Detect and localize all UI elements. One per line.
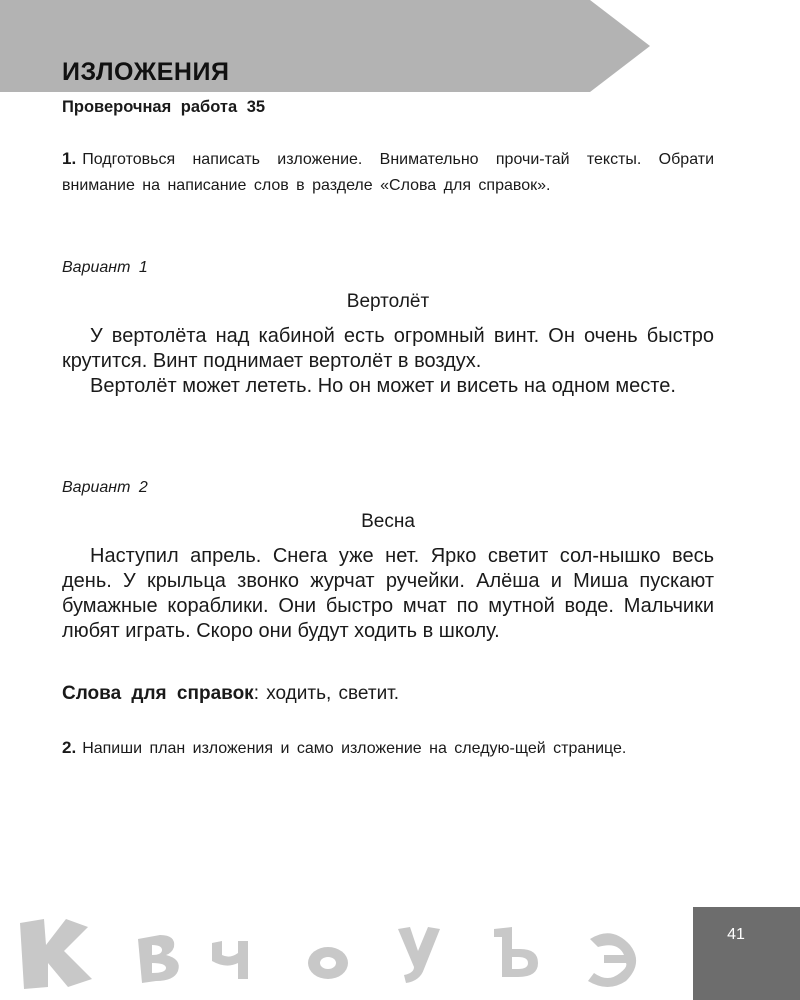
decor-letter-o-icon <box>308 947 348 979</box>
decor-letter-v-icon <box>138 935 179 983</box>
decor-letter-ch-icon <box>212 941 248 979</box>
section-title: ИЗЛОЖЕНИЯ <box>62 58 230 86</box>
story-1-text <box>62 324 714 399</box>
task-1-text: Подготовься написать изложение. Внимательно прочи-тай тексты. Обрати внимание на написание слов в разделе «Слова для справок». <box>62 151 714 194</box>
story-1-paragraph: Вертолёт может лететь. Но он может и висеть на одном месте. <box>90 375 676 397</box>
reference-list: ходить, светит. <box>266 683 400 704</box>
variant-2-label: Вариант 2 <box>62 479 148 496</box>
task-1-number: 1. <box>62 149 77 168</box>
story-2-title: Весна <box>361 511 415 532</box>
story-2-paragraph: Наступил апрель. Снега уже нет. Ярко светит сол-нышко весь день. У крыльца звонко журчат ручейки. Алёша и Миша пускают бумажные кораблики. Они быстро мчат по мутной воде. Мальчики любят играть. Скоро они будут ходить в школу. <box>62 545 714 642</box>
decor-letter-k-icon <box>20 919 92 989</box>
task-2-text: Напиши план изложения и само изложение на следую-щей странице. <box>82 740 627 757</box>
decor-letter-u-icon <box>398 927 440 983</box>
reference-label: Слова для справок <box>62 683 254 704</box>
work-title: Проверочная работа 35 <box>62 98 266 116</box>
task-2 <box>62 735 714 762</box>
task-1 <box>62 146 714 199</box>
reference-words: Слова для справок: ходить, светит. <box>62 683 400 704</box>
story-1-paragraph: У вертолёта над кабиной есть огромный винт. Он очень быстро крутится. Винт поднимает вертолёт в воздух. <box>62 325 714 372</box>
decor-letter-hard-sign-icon <box>494 927 538 977</box>
variant-1-label: Вариант 1 <box>62 259 148 276</box>
task-2-number: 2. <box>62 738 77 757</box>
page-number-box <box>693 907 800 1000</box>
story-2-text <box>62 544 714 644</box>
page-number: 41 <box>727 926 745 943</box>
story-1-title: Вертолёт <box>346 291 430 312</box>
decorative-letters <box>0 905 680 1000</box>
decor-letter-e-icon <box>588 933 636 987</box>
